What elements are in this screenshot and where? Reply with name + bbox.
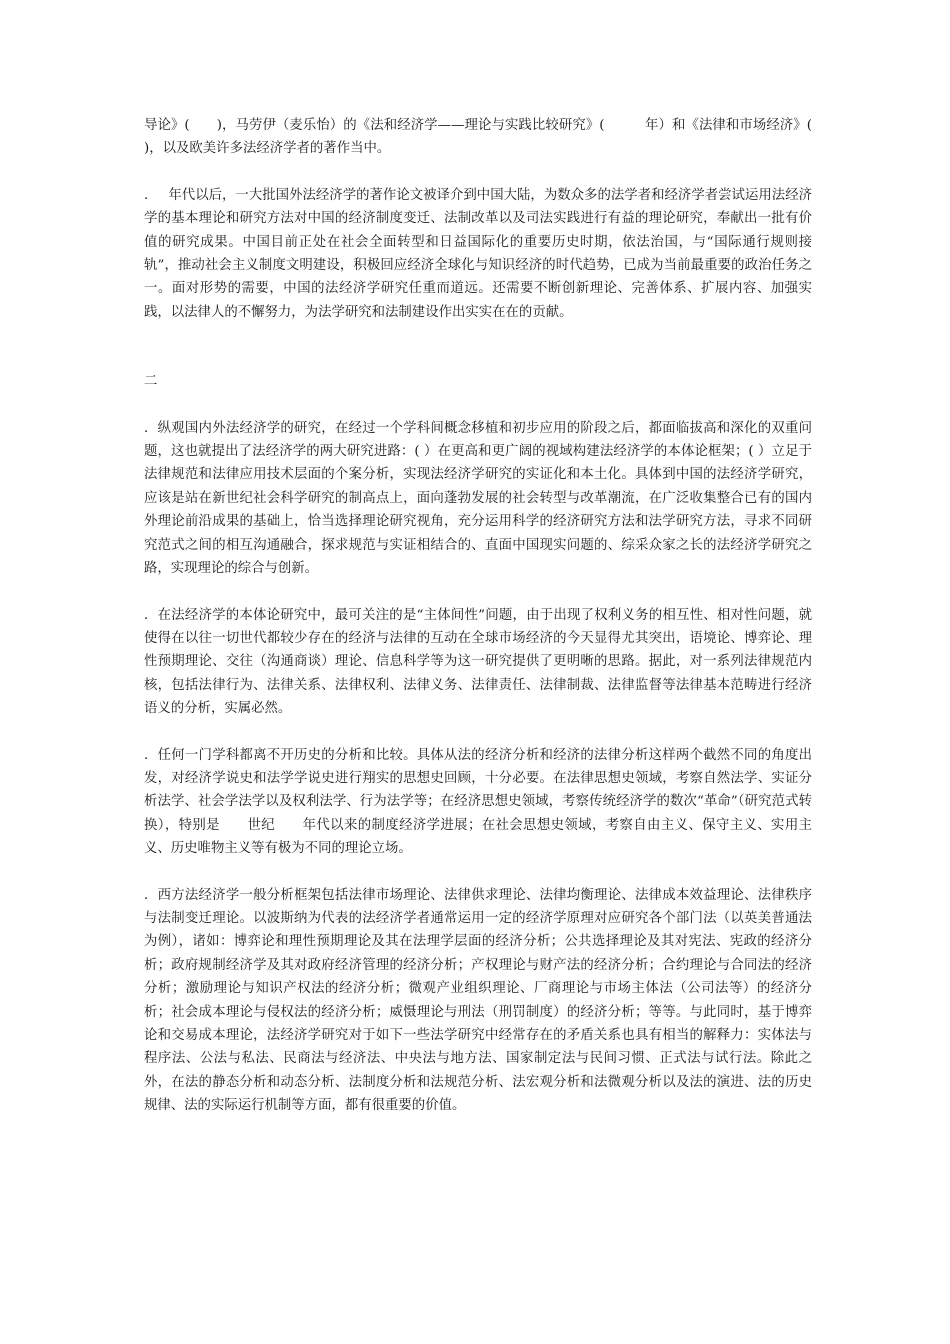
document-page	[144, 114, 839, 1118]
section-heading: 二	[144, 374, 158, 390]
paragraph-spacer	[144, 394, 812, 417]
paragraph-spacer	[144, 161, 812, 184]
paragraph-ontology: ．在法经济学的本体论研究中，最可关注的是“主体间性”问题，由于出现了权利义务的相互性、相对性问题，就使得在以往一切世代都较少存在的经济与法律的互动在全球市场经济的今天显得尤其突出，语境论、博弈论、理性预期理论、交往（沟通商谈）理论、信息科学等为这一研究提供了更明晰的思路。据此，对一系列法律规范内核，包括法律行为、法律关系、法律权利、法律义务、法律责任、法律制裁、法律监督等法律基本范畴进行经济语义的分析，实属必然。	[144, 607, 812, 717]
paragraph-domestic-research: ． 年代以后，一大批国外法经济学的著作论文被译介到中国大陆，为数众多的法学者和经济学者尝试运用法经济学的基本理论和研究方法对中国的经济制度变迁、法制改革以及司法实践进行有益的理论研究，奉献出一批有价值的研究成果。中国目前正处在社会全面转型和日益国际化的重要历史时期，依法治国，与“国际通行规则接轨”，推动社会主义制度文明建设，积极回应经济全球化与知识经济的时代趋势，已成为当前最重要的政治任务之一。面对形势的需要，中国的法经济学研究任重而道远。还需要不断创新理论、完善体系、扩展内容、加强实践，以法律人的不懈努力，为法学研究和法制建设作出实实在在的贡献。	[144, 187, 812, 320]
paragraph-spacer	[144, 721, 812, 744]
section-spacer	[144, 324, 812, 370]
paragraph-history: ．任何一门学科都离不开历史的分析和比较。具体从法的经济分析和经济的法律分析这样两个截然不同的角度出发，对经济学说史和法学学说史进行翔实的思想史回顾，十分必要。在法律思想史领域，考察自然法学、实证分析法学、社会学法学以及权利法学、行为法学等；在经济思想史领域，考察传统经济学的数次“革命”（研究范式转换），特别是 世纪 年代以来的制度经济学进展；在社会思想史领域，考察自由主义、保守主义、实用主义、历史唯物主义等有极为不同的理论立场。	[144, 747, 812, 857]
paragraph-spacer	[144, 861, 812, 884]
paragraph-western-framework: ．西方法经济学一般分析框架包括法律市场理论、法律供求理论、法律均衡理论、法律成本效益理论、法律秩序与法制变迁理论。以波斯纳为代表的法经济学者通常运用一定的经济学原理对应研究各个部门法（以英美普通法为例），诸如：博弈论和理性预期理论及其在法理学层面的经济分析；公共选择理论及其对宪法、宪政的经济分析；政府规制经济学及其对政府经济管理的经济分析；产权理论与财产法的经济分析；合约理论与合同法的经济分析；激励理论与知识产权法的经济分析；微观产业组织理论、厂商理论与市场主体法（公司法等）的经济分析；社会成本理论与侵权法的经济分析；威慑理论与刑法（刑罚制度）的经济分析；等等。与此同时，基于博弈论和交易成本理论，法经济学研究对于如下一些法学研究中经常存在的矛盾关系也具有相当的解释力：实体法与程序法、公法与私法、民商法与经济法、中央法与地方法、国家制定法与民间习惯、正式法与试行法。除此之外，在法的静态分析和动态分析、法制度分析和法规范分析、法宏观分析和法微观分析以及法的演进、法的历史规律、法的实际运行机制等方面，都有很重要的价值。	[144, 887, 812, 1114]
paragraph-spacer	[144, 581, 812, 604]
paragraph-research-approaches: ．纵观国内外法经济学的研究，在经过一个学科间概念移植和初步应用的阶段之后，都面临拔高和深化的双重问题，这也就提出了法经济学的两大研究进路：( ）在更高和更广阔的视域构建法经济学的本体论框架；( ）立足于法律规范和法律应用技术层面的个案分析，实现法经济学研究的实证化和本土化。具体到中国的法经济学研究，应该是站在新世纪社会科学研究的制高点上，面向蓬勃发展的社会转型与改革潮流，在广泛收集整合已有的国内外理论前沿成果的基础上，恰当选择理论研究视角，充分运用科学的经济研究方法和法学研究方法，寻求不同研究范式之间的相互沟通融合，探求规范与实证相结合的、直面中国现实问题的、综采众家之长的法经济学研究之路，实现理论的综合与创新。	[144, 420, 812, 577]
paragraph-intro-continuation: 导论》( )，马劳伊（麦乐怡）的《法和经济学——理论与实践比较研究》( 年）和《法律和市场经济》( )，以及欧美许多法经济学者的著作当中。	[144, 118, 839, 157]
